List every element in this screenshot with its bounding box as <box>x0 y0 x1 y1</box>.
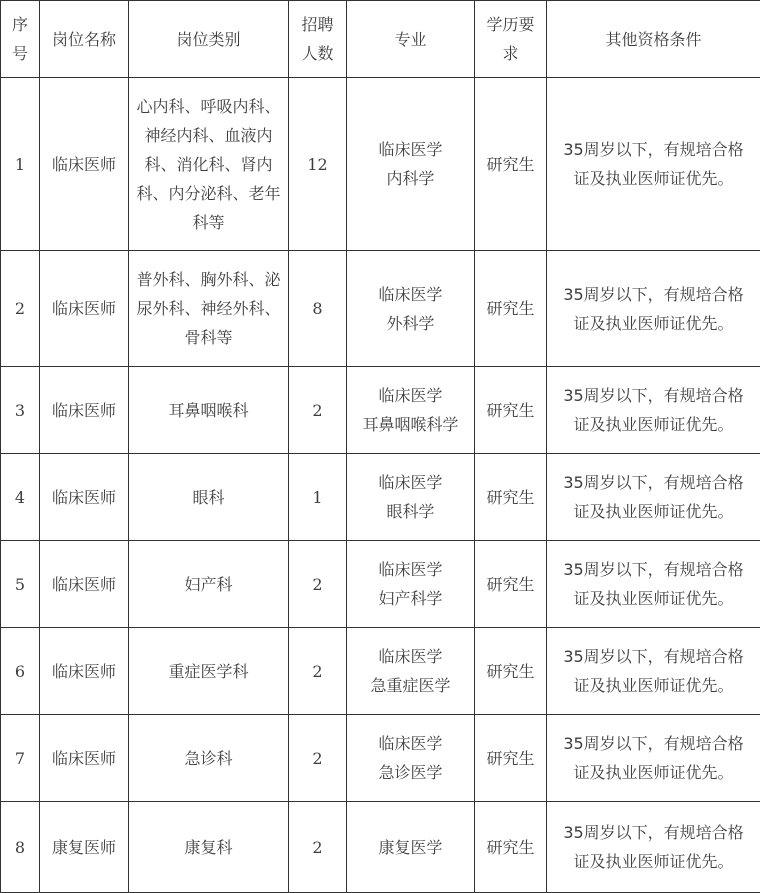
header-seq: 序号 <box>1 1 40 78</box>
major-line-1: 临床医学 <box>353 468 468 497</box>
cell-count: 1 <box>289 454 347 541</box>
cell-education: 研究生 <box>475 367 547 454</box>
header-position: 岗位名称 <box>40 1 129 78</box>
major-line-1: 临床医学 <box>353 555 468 584</box>
cell-education: 研究生 <box>475 802 547 893</box>
cell-other: 35周岁以下，有规培合格证及执业医师证优先。 <box>547 454 760 541</box>
header-other: 其他资格条件 <box>547 1 760 78</box>
cell-position: 临床医师 <box>40 367 129 454</box>
cell-other: 35周岁以下，有规培合格证及执业医师证优先。 <box>547 78 760 251</box>
major-line-2: 耳鼻咽喉科学 <box>353 410 468 439</box>
header-count: 招聘人数 <box>289 1 347 78</box>
cell-category: 急诊科 <box>129 715 289 802</box>
table-row <box>1 78 760 251</box>
cell-education: 研究生 <box>475 628 547 715</box>
table-header-row <box>1 1 760 78</box>
cell-other: 35周岁以下，有规培合格证及执业医师证优先。 <box>547 251 760 367</box>
cell-other: 35周岁以下，有规培合格证及执业医师证优先。 <box>547 802 760 893</box>
cell-category: 妇产科 <box>129 541 289 628</box>
cell-seq: 4 <box>1 454 40 541</box>
cell-seq: 1 <box>1 78 40 251</box>
cell-count: 2 <box>289 715 347 802</box>
cell-education: 研究生 <box>475 454 547 541</box>
cell-seq: 3 <box>1 367 40 454</box>
major-line-1: 临床医学 <box>353 381 468 410</box>
cell-category: 普外科、胸外科、泌尿外科、神经外科、骨科等 <box>129 251 289 367</box>
cell-major <box>347 367 475 454</box>
header-education: 学历要求 <box>475 1 547 78</box>
cell-position: 临床医师 <box>40 78 129 251</box>
cell-other: 35周岁以下，有规培合格证及执业医师证优先。 <box>547 715 760 802</box>
cell-education: 研究生 <box>475 78 547 251</box>
table-row <box>1 802 760 893</box>
cell-major <box>347 251 475 367</box>
cell-major <box>347 78 475 251</box>
cell-count: 2 <box>289 628 347 715</box>
cell-position: 临床医师 <box>40 541 129 628</box>
table-row <box>1 628 760 715</box>
cell-education: 研究生 <box>475 715 547 802</box>
cell-major <box>347 454 475 541</box>
major-line-2: 外科学 <box>353 309 468 338</box>
cell-position: 临床医师 <box>40 715 129 802</box>
major-line-2: 内科学 <box>353 164 468 193</box>
cell-other: 35周岁以下，有规培合格证及执业医师证优先。 <box>547 541 760 628</box>
cell-category: 心内科、呼吸内科、神经内科、血液内科、消化科、肾内科、内分泌科、老年科等 <box>129 78 289 251</box>
cell-count: 8 <box>289 251 347 367</box>
cell-position: 康复医师 <box>40 802 129 893</box>
table-row <box>1 541 760 628</box>
cell-seq: 5 <box>1 541 40 628</box>
cell-education: 研究生 <box>475 541 547 628</box>
major-line-1: 临床医学 <box>353 135 468 164</box>
major-line-1: 临床医学 <box>353 729 468 758</box>
major-line-1: 康复医学 <box>353 833 468 862</box>
cell-count: 2 <box>289 802 347 893</box>
cell-seq: 6 <box>1 628 40 715</box>
cell-other: 35周岁以下，有规培合格证及执业医师证优先。 <box>547 628 760 715</box>
cell-major <box>347 628 475 715</box>
cell-seq: 7 <box>1 715 40 802</box>
cell-category: 康复科 <box>129 802 289 893</box>
header-category: 岗位类别 <box>129 1 289 78</box>
major-line-2: 急诊医学 <box>353 758 468 787</box>
cell-major <box>347 802 475 893</box>
cell-seq: 8 <box>1 802 40 893</box>
table-row <box>1 367 760 454</box>
table-row <box>1 715 760 802</box>
cell-category: 眼科 <box>129 454 289 541</box>
cell-count: 2 <box>289 367 347 454</box>
table-row <box>1 251 760 367</box>
cell-position: 临床医师 <box>40 454 129 541</box>
major-line-2: 眼科学 <box>353 497 468 526</box>
cell-category: 耳鼻咽喉科 <box>129 367 289 454</box>
cell-position: 临床医师 <box>40 628 129 715</box>
major-line-1: 临床医学 <box>353 280 468 309</box>
cell-education: 研究生 <box>475 251 547 367</box>
major-line-2: 急重症医学 <box>353 671 468 700</box>
cell-position: 临床医师 <box>40 251 129 367</box>
cell-count: 12 <box>289 78 347 251</box>
major-line-1: 临床医学 <box>353 642 468 671</box>
table-row <box>1 454 760 541</box>
major-line-2: 妇产科学 <box>353 584 468 613</box>
header-major: 专业 <box>347 1 475 78</box>
cell-major <box>347 541 475 628</box>
cell-major <box>347 715 475 802</box>
cell-seq: 2 <box>1 251 40 367</box>
cell-other: 35周岁以下，有规培合格证及执业医师证优先。 <box>547 367 760 454</box>
cell-count: 2 <box>289 541 347 628</box>
cell-category: 重症医学科 <box>129 628 289 715</box>
